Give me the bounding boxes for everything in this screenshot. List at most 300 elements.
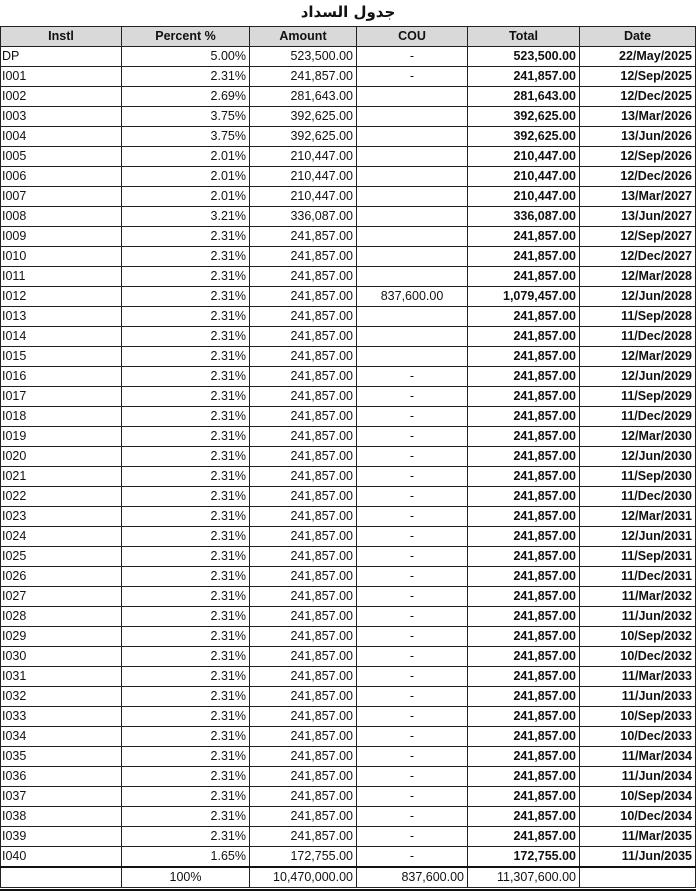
cell-date: 11/Dec/2029: [580, 407, 696, 427]
cell-percent: 2.31%: [122, 227, 250, 247]
table-row: [1, 607, 696, 627]
cell-total: 241,857.00: [468, 727, 580, 747]
cell-percent: 3.21%: [122, 207, 250, 227]
cell-date: 22/May/2025: [580, 47, 696, 67]
table-row: [1, 767, 696, 787]
cell-percent: 2.31%: [122, 727, 250, 747]
cell-amount: 241,857.00: [250, 227, 357, 247]
cell-total: 392,625.00: [468, 127, 580, 147]
cell-cou: -: [357, 847, 468, 868]
header-row: [1, 27, 696, 47]
table-row: [1, 207, 696, 227]
cell-percent: 2.31%: [122, 287, 250, 307]
cell-cou: -: [357, 67, 468, 87]
cell-date: 12/Dec/2026: [580, 167, 696, 187]
cell-amount: 281,643.00: [250, 87, 357, 107]
totals-row: [1, 867, 696, 888]
cell-percent: 2.31%: [122, 667, 250, 687]
table-row: [1, 747, 696, 767]
cell-date: 12/Mar/2030: [580, 427, 696, 447]
table-row: [1, 227, 696, 247]
cell-date: 11/Sep/2031: [580, 547, 696, 567]
cell-date: 12/Jun/2031: [580, 527, 696, 547]
cell-cou: -: [357, 407, 468, 427]
cell-total: 241,857.00: [468, 387, 580, 407]
cell-amount: 172,755.00: [250, 847, 357, 868]
cell-cou: -: [357, 627, 468, 647]
cell-percent: 2.31%: [122, 307, 250, 327]
cell-date: 11/Mar/2034: [580, 747, 696, 767]
cell-instl: I002: [1, 87, 122, 107]
table-row: [1, 247, 696, 267]
cell-date: 10/Dec/2034: [580, 807, 696, 827]
cell-date: 12/Mar/2028: [580, 267, 696, 287]
table-row: [1, 47, 696, 67]
cell-amount: 241,857.00: [250, 307, 357, 327]
cell-cou: -: [357, 527, 468, 547]
cell-amount: 241,857.00: [250, 347, 357, 367]
cell-percent: 2.01%: [122, 147, 250, 167]
table-row: [1, 627, 696, 647]
cell-percent: 2.31%: [122, 367, 250, 387]
cell-instl: I005: [1, 147, 122, 167]
cell-cou: [357, 127, 468, 147]
cell-amount: 241,857.00: [250, 807, 357, 827]
cell-instl: I023: [1, 507, 122, 527]
cell-total: 241,857.00: [468, 747, 580, 767]
cell-percent: 2.31%: [122, 787, 250, 807]
cell-date: 11/Jun/2034: [580, 767, 696, 787]
cell-amount: 241,857.00: [250, 287, 357, 307]
cell-cou: -: [357, 687, 468, 707]
cell-instl: I003: [1, 107, 122, 127]
cell-percent: 2.31%: [122, 267, 250, 287]
cell-date: 10/Sep/2033: [580, 707, 696, 727]
cell-cou: -: [357, 607, 468, 627]
cell-date: 12/Sep/2026: [580, 147, 696, 167]
cell-percent: 2.31%: [122, 327, 250, 347]
cell-cou: [357, 267, 468, 287]
table-row: [1, 307, 696, 327]
cell-total: 241,857.00: [468, 547, 580, 567]
cell-percent: 2.31%: [122, 67, 250, 87]
table-row: [1, 107, 696, 127]
cell-amount: 241,857.00: [250, 587, 357, 607]
cell-date: 11/Jun/2033: [580, 687, 696, 707]
table-row: [1, 847, 696, 868]
cell-cou: -: [357, 587, 468, 607]
cell-percent: 2.31%: [122, 767, 250, 787]
cell-amount: 241,857.00: [250, 67, 357, 87]
cell-amount: 241,857.00: [250, 267, 357, 287]
cell-cou: -: [357, 427, 468, 447]
cell-total: 241,857.00: [468, 807, 580, 827]
totals-total: 11,307,600.00: [468, 867, 580, 888]
cell-percent: 2.31%: [122, 687, 250, 707]
header-total: Total: [468, 27, 580, 47]
cell-cou: 837,600.00: [357, 287, 468, 307]
cell-total: 241,857.00: [468, 447, 580, 467]
table-row: [1, 67, 696, 87]
cell-percent: 2.31%: [122, 507, 250, 527]
cell-instl: I039: [1, 827, 122, 847]
cell-total: 241,857.00: [468, 767, 580, 787]
cell-instl: I032: [1, 687, 122, 707]
table-row: [1, 667, 696, 687]
cell-total: 241,857.00: [468, 327, 580, 347]
cell-amount: 392,625.00: [250, 107, 357, 127]
table-row: [1, 367, 696, 387]
cell-instl: I011: [1, 267, 122, 287]
cell-instl: DP: [1, 47, 122, 67]
cell-amount: 241,857.00: [250, 787, 357, 807]
cell-instl: I004: [1, 127, 122, 147]
table-row: [1, 787, 696, 807]
cell-date: 12/Jun/2030: [580, 447, 696, 467]
cell-instl: I030: [1, 647, 122, 667]
cell-cou: -: [357, 507, 468, 527]
cell-date: 12/Jun/2028: [580, 287, 696, 307]
cell-cou: [357, 187, 468, 207]
cell-cou: -: [357, 827, 468, 847]
cell-amount: 241,857.00: [250, 687, 357, 707]
cell-cou: -: [357, 367, 468, 387]
cell-total: 392,625.00: [468, 107, 580, 127]
cell-percent: 2.31%: [122, 567, 250, 587]
cell-percent: 2.01%: [122, 167, 250, 187]
table-row: [1, 687, 696, 707]
cell-instl: I001: [1, 67, 122, 87]
totals-instl: [1, 867, 122, 888]
header-instl: Instl: [1, 27, 122, 47]
cell-cou: -: [357, 767, 468, 787]
cell-total: 241,857.00: [468, 347, 580, 367]
cell-cou: [357, 147, 468, 167]
table-row: [1, 287, 696, 307]
cell-cou: [357, 307, 468, 327]
cell-amount: 241,857.00: [250, 767, 357, 787]
table-row: [1, 727, 696, 747]
cell-cou: [357, 347, 468, 367]
cell-total: 241,857.00: [468, 227, 580, 247]
cell-cou: -: [357, 547, 468, 567]
cell-instl: I024: [1, 527, 122, 547]
table-row: [1, 547, 696, 567]
cell-date: 11/Dec/2031: [580, 567, 696, 587]
table-row: [1, 587, 696, 607]
cell-amount: 241,857.00: [250, 467, 357, 487]
cell-instl: I038: [1, 807, 122, 827]
table-row: [1, 427, 696, 447]
table-row: [1, 487, 696, 507]
cell-date: 12/Dec/2025: [580, 87, 696, 107]
cell-date: 13/Mar/2027: [580, 187, 696, 207]
table-row: [1, 147, 696, 167]
cell-total: 241,857.00: [468, 527, 580, 547]
payment-schedule-table: [0, 26, 696, 888]
cell-amount: 241,857.00: [250, 247, 357, 267]
cell-total: 241,857.00: [468, 587, 580, 607]
cell-percent: 2.31%: [122, 447, 250, 467]
cell-date: 11/Mar/2032: [580, 587, 696, 607]
bottom-rule: [0, 889, 696, 891]
table-header: [1, 27, 696, 47]
cell-percent: 2.69%: [122, 87, 250, 107]
cell-total: 241,857.00: [468, 667, 580, 687]
cell-amount: 210,447.00: [250, 167, 357, 187]
cell-total: 210,447.00: [468, 147, 580, 167]
totals-percent: 100%: [122, 867, 250, 888]
cell-amount: 241,857.00: [250, 507, 357, 527]
cell-percent: 3.75%: [122, 127, 250, 147]
cell-amount: 241,857.00: [250, 607, 357, 627]
cell-cou: [357, 207, 468, 227]
cell-cou: -: [357, 707, 468, 727]
cell-cou: -: [357, 667, 468, 687]
table-row: [1, 707, 696, 727]
cell-percent: 2.31%: [122, 347, 250, 367]
cell-date: 11/Sep/2028: [580, 307, 696, 327]
cell-percent: 5.00%: [122, 47, 250, 67]
cell-date: 13/Jun/2027: [580, 207, 696, 227]
cell-date: 12/Sep/2027: [580, 227, 696, 247]
table-row: [1, 647, 696, 667]
cell-percent: 2.31%: [122, 807, 250, 827]
cell-total: 241,857.00: [468, 467, 580, 487]
cell-instl: I013: [1, 307, 122, 327]
table-row: [1, 467, 696, 487]
cell-percent: 2.31%: [122, 607, 250, 627]
cell-instl: I028: [1, 607, 122, 627]
totals-amount: 10,470,000.00: [250, 867, 357, 888]
table-row: [1, 167, 696, 187]
cell-cou: -: [357, 727, 468, 747]
cell-instl: I029: [1, 627, 122, 647]
cell-amount: 241,857.00: [250, 547, 357, 567]
cell-total: 210,447.00: [468, 167, 580, 187]
cell-percent: 2.31%: [122, 547, 250, 567]
table-row: [1, 407, 696, 427]
cell-cou: -: [357, 447, 468, 467]
header-percent: Percent %: [122, 27, 250, 47]
cell-total: 241,857.00: [468, 567, 580, 587]
cell-instl: I037: [1, 787, 122, 807]
cell-total: 172,755.00: [468, 847, 580, 868]
table-row: [1, 327, 696, 347]
cell-cou: [357, 327, 468, 347]
cell-date: 11/Dec/2028: [580, 327, 696, 347]
cell-total: 241,857.00: [468, 707, 580, 727]
cell-total: 241,857.00: [468, 787, 580, 807]
cell-instl: I014: [1, 327, 122, 347]
table-row: [1, 507, 696, 527]
cell-percent: 1.65%: [122, 847, 250, 868]
cell-percent: 2.31%: [122, 427, 250, 447]
cell-cou: [357, 247, 468, 267]
cell-date: 13/Mar/2026: [580, 107, 696, 127]
header-amount: Amount: [250, 27, 357, 47]
cell-amount: 241,857.00: [250, 327, 357, 347]
table-row: [1, 527, 696, 547]
cell-cou: -: [357, 747, 468, 767]
cell-date: 12/Dec/2027: [580, 247, 696, 267]
cell-amount: 241,857.00: [250, 747, 357, 767]
cell-instl: I021: [1, 467, 122, 487]
header-cou: COU: [357, 27, 468, 47]
cell-amount: 241,857.00: [250, 627, 357, 647]
cell-percent: 2.31%: [122, 387, 250, 407]
cell-cou: -: [357, 647, 468, 667]
cell-percent: 2.31%: [122, 527, 250, 547]
cell-percent: 2.31%: [122, 827, 250, 847]
cell-amount: 392,625.00: [250, 127, 357, 147]
cell-date: 10/Sep/2034: [580, 787, 696, 807]
cell-instl: I018: [1, 407, 122, 427]
cell-percent: 2.31%: [122, 247, 250, 267]
cell-amount: 241,857.00: [250, 487, 357, 507]
cell-instl: I036: [1, 767, 122, 787]
cell-cou: -: [357, 487, 468, 507]
table-row: [1, 187, 696, 207]
cell-date: 11/Sep/2029: [580, 387, 696, 407]
table-row: [1, 387, 696, 407]
cell-percent: 2.31%: [122, 747, 250, 767]
cell-instl: I034: [1, 727, 122, 747]
cell-total: 336,087.00: [468, 207, 580, 227]
cell-cou: [357, 87, 468, 107]
cell-date: 11/Mar/2035: [580, 827, 696, 847]
cell-total: 241,857.00: [468, 647, 580, 667]
cell-percent: 2.31%: [122, 487, 250, 507]
cell-date: 13/Jun/2026: [580, 127, 696, 147]
cell-cou: [357, 107, 468, 127]
totals-date: [580, 867, 696, 888]
cell-cou: -: [357, 787, 468, 807]
cell-amount: 241,857.00: [250, 527, 357, 547]
cell-percent: 2.31%: [122, 407, 250, 427]
cell-total: 241,857.00: [468, 247, 580, 267]
cell-date: 11/Jun/2035: [580, 847, 696, 868]
table-row: [1, 807, 696, 827]
cell-instl: I025: [1, 547, 122, 567]
cell-total: 241,857.00: [468, 307, 580, 327]
cell-date: 11/Mar/2033: [580, 667, 696, 687]
table-row: [1, 447, 696, 467]
cell-date: 11/Jun/2032: [580, 607, 696, 627]
cell-instl: I031: [1, 667, 122, 687]
cell-total: 241,857.00: [468, 67, 580, 87]
cell-instl: I033: [1, 707, 122, 727]
cell-total: 241,857.00: [468, 687, 580, 707]
cell-instl: I012: [1, 287, 122, 307]
cell-amount: 336,087.00: [250, 207, 357, 227]
cell-total: 241,857.00: [468, 827, 580, 847]
cell-amount: 241,857.00: [250, 647, 357, 667]
cell-date: 10/Dec/2033: [580, 727, 696, 747]
cell-instl: I026: [1, 567, 122, 587]
cell-percent: 3.75%: [122, 107, 250, 127]
cell-total: 241,857.00: [468, 487, 580, 507]
cell-amount: 241,857.00: [250, 407, 357, 427]
table-row: [1, 347, 696, 367]
cell-instl: I022: [1, 487, 122, 507]
header-date: Date: [580, 27, 696, 47]
cell-amount: 241,857.00: [250, 567, 357, 587]
cell-cou: [357, 167, 468, 187]
cell-total: 241,857.00: [468, 367, 580, 387]
cell-percent: 2.31%: [122, 707, 250, 727]
cell-date: 12/Sep/2025: [580, 67, 696, 87]
cell-total: 241,857.00: [468, 407, 580, 427]
cell-total: 241,857.00: [468, 607, 580, 627]
cell-amount: 210,447.00: [250, 147, 357, 167]
table-row: [1, 827, 696, 847]
cell-instl: I016: [1, 367, 122, 387]
cell-date: 10/Dec/2032: [580, 647, 696, 667]
cell-total: 523,500.00: [468, 47, 580, 67]
cell-total: 1,079,457.00: [468, 287, 580, 307]
cell-date: 11/Dec/2030: [580, 487, 696, 507]
cell-percent: 2.31%: [122, 587, 250, 607]
cell-total: 281,643.00: [468, 87, 580, 107]
cell-instl: I010: [1, 247, 122, 267]
cell-percent: 2.31%: [122, 627, 250, 647]
totals-cou: 837,600.00: [357, 867, 468, 888]
table-row: [1, 87, 696, 107]
cell-date: 12/Mar/2029: [580, 347, 696, 367]
cell-percent: 2.01%: [122, 187, 250, 207]
cell-instl: I009: [1, 227, 122, 247]
document-title: جدول السداد: [300, 3, 396, 21]
table-row: [1, 127, 696, 147]
cell-percent: 2.31%: [122, 467, 250, 487]
cell-instl: I035: [1, 747, 122, 767]
cell-amount: 241,857.00: [250, 667, 357, 687]
cell-date: 11/Sep/2030: [580, 467, 696, 487]
cell-amount: 241,857.00: [250, 707, 357, 727]
cell-total: 241,857.00: [468, 507, 580, 527]
table-row: [1, 567, 696, 587]
cell-cou: -: [357, 387, 468, 407]
cell-total: 241,857.00: [468, 267, 580, 287]
table-footer: [1, 867, 696, 888]
cell-date: 10/Sep/2032: [580, 627, 696, 647]
cell-total: 241,857.00: [468, 627, 580, 647]
cell-date: 12/Mar/2031: [580, 507, 696, 527]
cell-amount: 241,857.00: [250, 367, 357, 387]
cell-amount: 241,857.00: [250, 427, 357, 447]
cell-percent: 2.31%: [122, 647, 250, 667]
cell-cou: -: [357, 567, 468, 587]
cell-instl: I017: [1, 387, 122, 407]
cell-instl: I019: [1, 427, 122, 447]
cell-amount: 241,857.00: [250, 387, 357, 407]
cell-total: 241,857.00: [468, 427, 580, 447]
cell-instl: I027: [1, 587, 122, 607]
cell-amount: 241,857.00: [250, 447, 357, 467]
cell-cou: -: [357, 807, 468, 827]
table-body: [1, 47, 696, 868]
cell-instl: I040: [1, 847, 122, 868]
cell-instl: I008: [1, 207, 122, 227]
cell-instl: I007: [1, 187, 122, 207]
cell-instl: I006: [1, 167, 122, 187]
cell-cou: [357, 227, 468, 247]
cell-cou: -: [357, 47, 468, 67]
cell-cou: -: [357, 467, 468, 487]
cell-amount: 210,447.00: [250, 187, 357, 207]
cell-amount: 241,857.00: [250, 827, 357, 847]
